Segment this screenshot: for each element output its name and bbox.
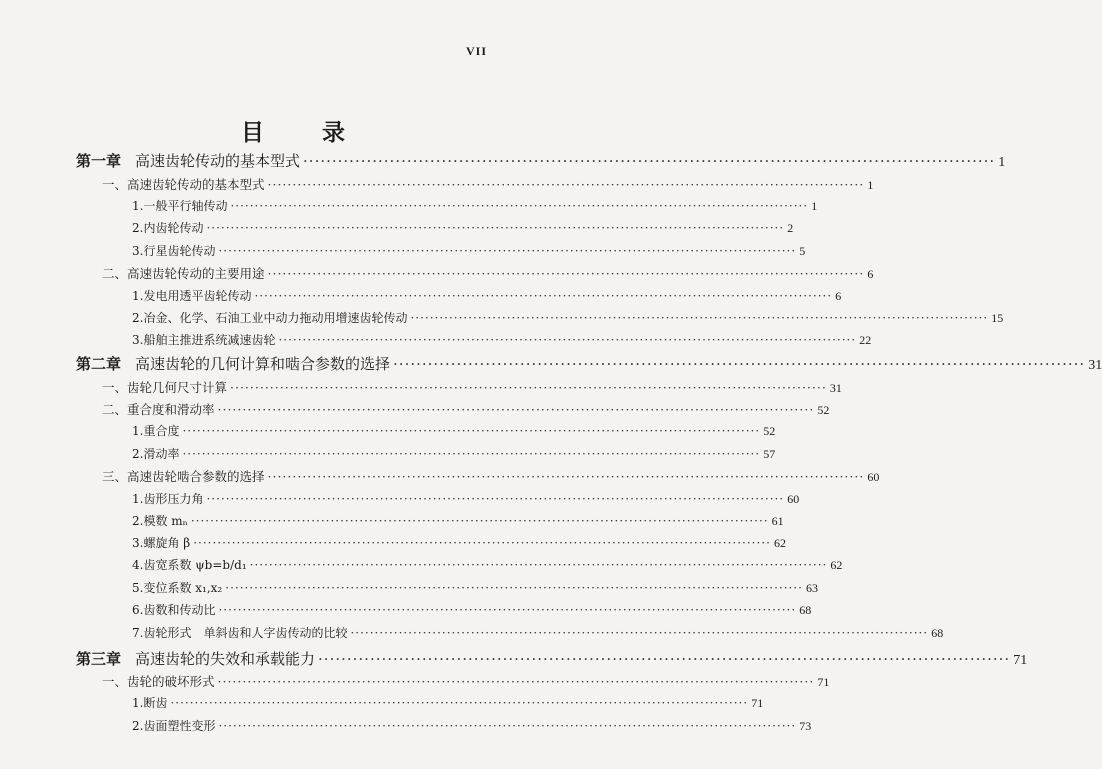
toc-subsection-entry — [132, 534, 786, 551]
toc-page-number: 62 — [773, 536, 786, 550]
toc-leader-dots: ························································································································ — [193, 536, 771, 550]
toc-entry-title — [132, 197, 227, 214]
toc-chapter-entry — [76, 648, 1028, 669]
toc-entry-text: 2.冶金、化学、石油工业中动力拖动用增速齿轮传动 — [132, 311, 408, 325]
toc-entry-text: 1.一般平行轴传动 — [132, 199, 228, 213]
toc-page-number: 1 — [811, 199, 818, 213]
toc-section-entry — [102, 672, 830, 690]
toc-subsection-entry — [132, 624, 944, 641]
toc-subsection-entry — [132, 422, 776, 439]
toc-subsection-entry — [132, 445, 776, 462]
toc-leader-dots: ························································································································ — [170, 696, 749, 710]
toc-section-entry — [102, 400, 830, 418]
toc-entry-title — [132, 512, 188, 529]
toc-leader-dots: ························································································································ — [230, 199, 809, 213]
toc-leader-dots: ························································································································ — [267, 266, 865, 281]
toc-page-number: 63 — [805, 581, 818, 595]
toc-subsection-entry — [132, 219, 794, 236]
toc-leader-dots: ························································································································ — [218, 244, 797, 258]
toc-entry-title — [102, 378, 227, 396]
toc-page-number: 31 — [829, 381, 842, 395]
toc-page-number: 60 — [787, 492, 800, 506]
toc-page-number: 15 — [991, 311, 1004, 325]
toc-leader-dots: ························································································································ — [206, 221, 785, 235]
toc-page-number: 5 — [799, 244, 806, 258]
toc-entry-title — [132, 490, 203, 507]
toc-entry-text: 2.滑动率 — [132, 447, 180, 461]
page-number: VII — [466, 44, 488, 58]
toc-leader-dots: ························································································································ — [249, 558, 828, 572]
toc-entry-text: 二、高速齿轮传动的主要用途 — [102, 266, 265, 281]
toc-leader-dots: ························································································································ — [303, 152, 996, 170]
toc-page-number: 60 — [867, 470, 880, 484]
title-char-1: 目 — [241, 120, 264, 146]
toc-page-number: 61 — [771, 514, 784, 528]
toc-entry-title — [132, 534, 190, 551]
toc-page-number: 2 — [787, 221, 794, 235]
toc-entry-title — [102, 175, 265, 193]
toc-entry-text: 三、高速齿轮啮合参数的选择 — [102, 469, 265, 484]
toc-entry-title — [102, 400, 215, 418]
toc-page-number: 52 — [763, 424, 776, 438]
toc-page-number: 71 — [817, 675, 830, 689]
toc-subsection-entry — [132, 331, 872, 348]
toc-entry-text: 一、齿轮的破坏形式 — [102, 674, 215, 689]
toc-page-number: 52 — [817, 403, 830, 417]
toc-chapter-entry — [76, 353, 1102, 374]
toc-leader-dots: ························································································································ — [206, 492, 785, 506]
toc-subsection-entry — [132, 717, 812, 734]
toc-entry-title — [132, 624, 347, 641]
toc-leader-dots: ························································································································ — [218, 719, 797, 733]
toc-leader-dots: ························································································································ — [254, 289, 833, 303]
toc-leader-dots: ························································································································ — [225, 581, 803, 595]
toc-entry-text: 4.齿宽系数 ψb=b/d₁ — [132, 558, 247, 572]
toc-entry-title — [76, 648, 315, 669]
toc-entry-title — [132, 309, 407, 326]
toc-chapter-number: 第二章 — [76, 355, 122, 373]
toc-entry-text: 2.模数 mₙ — [132, 514, 188, 528]
toc-chapter-number: 第三章 — [76, 650, 122, 668]
toc-leader-dots: ························································································································ — [182, 424, 761, 438]
toc-entry-text: 1.断齿 — [132, 696, 168, 710]
toc-section-entry — [102, 175, 874, 193]
toc-leader-dots: ························································································································ — [217, 674, 815, 689]
toc-page-number: 68 — [931, 626, 944, 640]
toc-entry-text: 3.螺旋角 β — [132, 536, 191, 550]
toc-entry-title — [132, 556, 247, 573]
toc-page-number: 22 — [859, 333, 872, 347]
toc-entry-text: 3.行星齿轮传动 — [132, 244, 216, 258]
toc-entry-text: 一、齿轮几何尺寸计算 — [102, 380, 228, 395]
toc-entry-title — [132, 331, 275, 348]
toc-entry-text: 2.内齿轮传动 — [132, 221, 204, 235]
toc-entry-text: 高速齿轮的几何计算和啮合参数的选择 — [135, 355, 391, 373]
toc-entry-title — [76, 353, 390, 374]
toc-chapter-number: 第一章 — [76, 152, 122, 170]
toc-subsection-entry — [132, 556, 843, 573]
toc-leader-dots: ························································································································ — [393, 355, 1086, 373]
toc-subsection-entry — [132, 579, 818, 596]
toc-subsection-entry — [132, 694, 764, 711]
toc-entry-title — [132, 579, 222, 596]
toc-page-number: 6 — [835, 289, 842, 303]
toc-entry-title — [102, 264, 265, 282]
toc-entry-title — [132, 422, 179, 439]
toc-entry-title — [102, 672, 215, 690]
toc-chapter-entry — [76, 150, 1006, 171]
toc-leader-dots: ························································································································ — [190, 514, 769, 528]
toc-entry-title — [132, 445, 179, 462]
toc-leader-dots: ························································································································ — [410, 311, 989, 325]
toc-entry-title — [132, 601, 215, 618]
toc-subsection-entry — [132, 309, 1004, 326]
toc-entry-text: 1.齿形压力角 — [132, 492, 204, 506]
toc-subsection-entry — [132, 287, 842, 304]
toc-entry-title — [76, 150, 300, 171]
toc-leader-dots: ························································································································ — [350, 626, 929, 640]
toc-subsection-entry — [132, 197, 818, 214]
toc-leader-dots: ························································································································ — [230, 380, 827, 395]
toc-page-number: 68 — [799, 603, 812, 617]
toc-leader-dots: ························································································································ — [182, 447, 761, 461]
toc-entry-text: 6.齿数和传动比 — [132, 603, 216, 617]
toc-leader-dots: ························································································································ — [267, 469, 865, 484]
toc-entry-text: 7.齿轮形式 单斜齿和人字齿传动的比较 — [132, 626, 348, 640]
toc-entry-title — [132, 242, 215, 259]
toc-entry-title — [132, 287, 251, 304]
toc-subsection-entry — [132, 512, 784, 529]
toc-entry-text: 二、重合度和滑动率 — [102, 402, 215, 417]
toc-subsection-entry — [132, 242, 806, 259]
toc-subsection-entry — [132, 490, 800, 507]
toc-leader-dots: ························································································································ — [278, 333, 857, 347]
toc-page-number: 31 — [1088, 358, 1102, 373]
toc-page-number: 62 — [830, 558, 843, 572]
toc-page-number: 71 — [751, 696, 764, 710]
toc-page-number: 57 — [763, 447, 776, 461]
toc-leader-dots: ························································································································ — [217, 402, 815, 417]
toc-subsection-entry — [132, 601, 812, 618]
toc-entry-text: 1.重合度 — [132, 424, 180, 438]
toc-section-entry — [102, 467, 880, 485]
toc-entry-text: 5.变位系数 x₁,x₂ — [132, 581, 223, 595]
toc-entry-text: 3.船舶主推进系统减速齿轮 — [132, 333, 276, 347]
toc-entry-text: 1.发电用透平齿轮传动 — [132, 289, 252, 303]
toc-entry-text: 高速齿轮的失效和承载能力 — [135, 650, 316, 668]
toc-leader-dots: ························································································································ — [267, 177, 865, 192]
toc-leader-dots: ························································································································ — [218, 603, 797, 617]
toc-leader-dots: ························································································································ — [318, 650, 1011, 668]
toc-entry-title — [132, 694, 167, 711]
toc-entry-title — [132, 219, 203, 236]
toc-page-number: 71 — [1013, 653, 1028, 668]
toc-entry-text: 2.齿面塑性变形 — [132, 719, 216, 733]
toc-section-entry — [102, 264, 874, 282]
title-char-2: 录 — [322, 120, 345, 146]
toc-entry-text: 高速齿轮传动的基本型式 — [135, 152, 301, 170]
toc-page-number: 6 — [867, 267, 874, 281]
toc-entry-title — [102, 467, 265, 485]
toc-section-entry — [102, 378, 842, 396]
toc-entry-title — [132, 717, 215, 734]
toc-page-number: 1 — [998, 155, 1006, 170]
toc-page-number: 1 — [867, 178, 874, 192]
toc-entry-text: 一、高速齿轮传动的基本型式 — [102, 177, 265, 192]
toc-page-number: 73 — [799, 719, 812, 733]
